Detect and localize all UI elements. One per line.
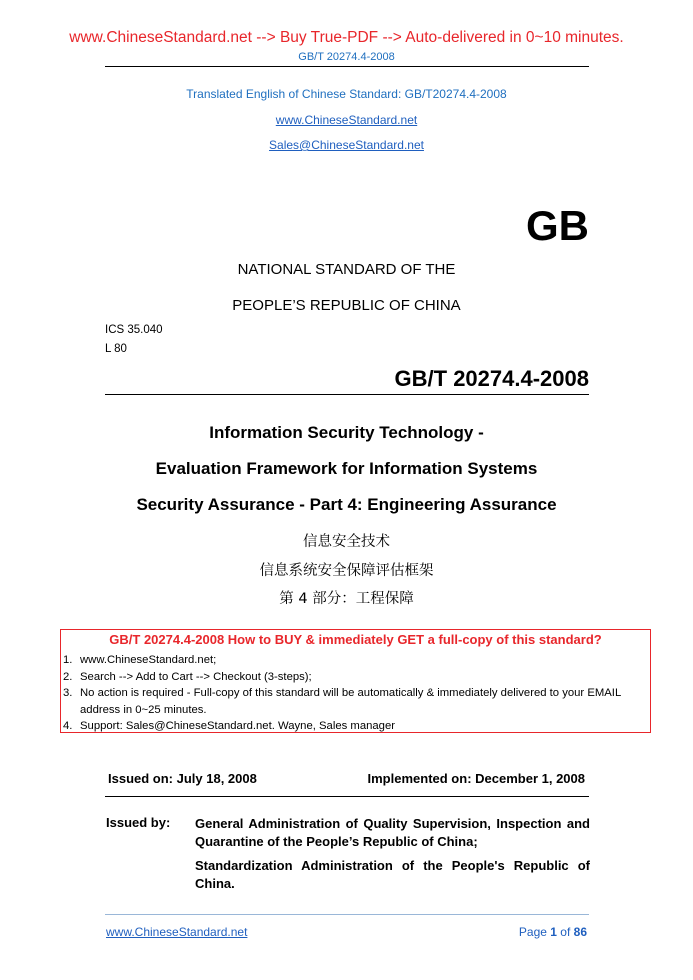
gb-logo: GB bbox=[526, 202, 589, 249]
title-cn-line1: 信息安全技术 bbox=[303, 534, 390, 550]
page-prefix: Page bbox=[518, 925, 551, 939]
standard-divider bbox=[105, 394, 589, 395]
buy-step-number: 4. bbox=[63, 720, 73, 732]
buy-step bbox=[63, 685, 646, 718]
page-of: of bbox=[556, 925, 574, 939]
top-subtitle: GB/T 20274.4-2008 bbox=[298, 51, 395, 63]
implemented-on-date: Implemented on: December 1, 2008 bbox=[367, 771, 585, 786]
title-en-line2: Evaluation Framework for Information Systems bbox=[155, 459, 538, 478]
sales-email-link[interactable]: Sales@ChineseStandard.net bbox=[269, 138, 424, 152]
page-current: 1 bbox=[550, 925, 557, 939]
sales-link-wrap bbox=[0, 138, 693, 152]
title-cn-line3: 第 4 部分：工程保障 bbox=[279, 591, 414, 607]
issuer-aqsiq: General Administration of Quality Supervision, Inspection and Quarantine of the People’s Republic of China; bbox=[195, 816, 590, 849]
footer-divider bbox=[105, 914, 589, 915]
buy-step-text: www.ChineseStandard.net; bbox=[80, 654, 217, 666]
buy-step-text: No action is required - Full-copy of this standard will be automatically & immediately delivered to your EMAIL address in 0~25 minutes. bbox=[80, 687, 621, 716]
buy-step-number: 1. bbox=[63, 654, 73, 666]
site-link[interactable]: www.ChineseStandard.net bbox=[275, 113, 418, 127]
buy-step bbox=[63, 718, 646, 735]
footer-site-link[interactable]: www.ChineseStandard.net bbox=[106, 925, 248, 939]
buy-step-number: 2. bbox=[63, 670, 73, 683]
dates-divider bbox=[105, 796, 589, 797]
buy-step bbox=[63, 652, 646, 669]
national-standard-line2: PEOPLE’S REPUBLIC OF CHINA bbox=[232, 297, 461, 314]
ics-code: ICS 35.040 bbox=[105, 324, 163, 336]
title-cn-line2: 信息系统安全保障评估框架 bbox=[259, 563, 434, 579]
standard-number: GB/T 20274.4-2008 bbox=[394, 366, 589, 391]
buy-steps-list bbox=[63, 652, 646, 735]
header-divider bbox=[105, 66, 589, 67]
site-link-wrap bbox=[0, 113, 693, 127]
issued-on-date: Issued on: July 18, 2008 bbox=[108, 771, 257, 786]
national-standard-line1: NATIONAL STANDARD OF THE bbox=[237, 261, 456, 278]
top-banner: www.ChineseStandard.net --> Buy True-PDF --> Auto-delivered in 0~10 minutes. bbox=[69, 29, 624, 46]
translated-note: Translated English of Chinese Standard: GB/T20274.4-2008 bbox=[186, 87, 507, 101]
buy-step-text: Support: Sales@ChineseStandard.net. Wayne, Sales manager bbox=[80, 720, 395, 732]
buy-step bbox=[63, 669, 646, 686]
ccs-code: L 80 bbox=[105, 343, 127, 355]
page-total: 86 bbox=[573, 925, 587, 939]
title-en-line3: Security Assurance - Part 4: Engineering Assurance bbox=[136, 495, 557, 514]
issuer-sac: Standardization Administration of the People's Republic of China. bbox=[195, 858, 590, 891]
footer-link-wrap bbox=[106, 925, 247, 939]
page-indicator bbox=[519, 925, 587, 939]
buy-step-number: 3. bbox=[63, 687, 73, 699]
issued-by-label: Issued by: bbox=[106, 815, 171, 830]
title-en-line1: Information Security Technology - bbox=[209, 423, 484, 442]
buy-step-text: Search --> Add to Cart --> Checkout (3-steps); bbox=[80, 670, 312, 683]
buy-heading: GB/T 20274.4-2008 How to BUY & immediately GET a full-copy of this standard? bbox=[109, 632, 602, 647]
buy-instructions-box bbox=[60, 629, 651, 733]
